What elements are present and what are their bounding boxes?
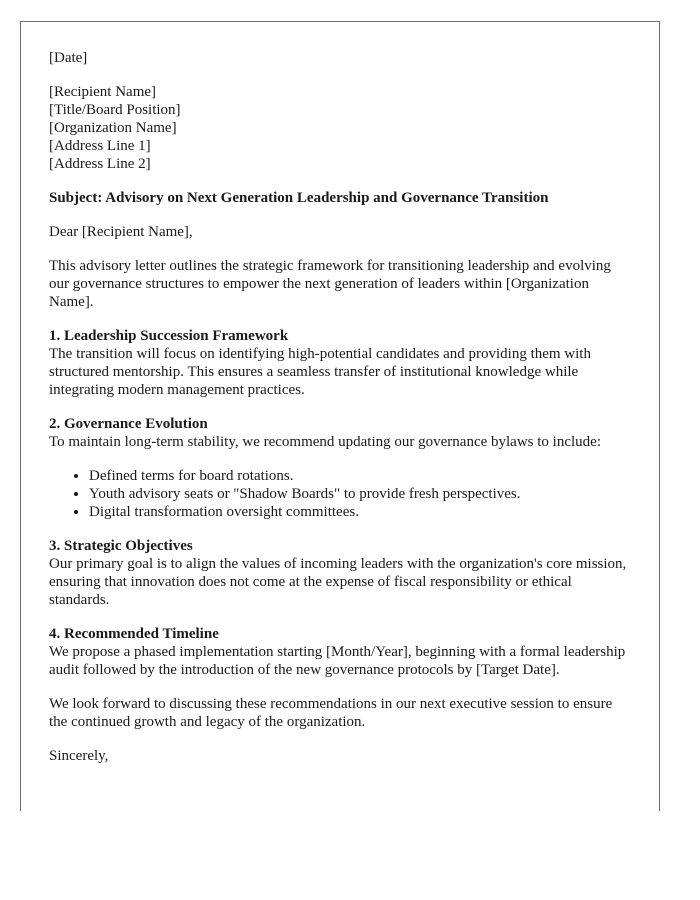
letter-date: [Date] [49,50,88,66]
list-item: • Defined terms for board rotations. [89,467,634,485]
section-title: 2. Governance Evolution [49,416,208,432]
recipient-name: [Recipient Name] [49,84,157,100]
letter-content [49,49,634,765]
list-item: • Youth advisory seats or "Shadow Boards" to provide fresh perspectives. [89,485,634,503]
list-item: • Digital transformation oversight committees. [89,503,634,521]
section-strategic-objectives [49,537,634,609]
section-title: 4. Recommended Timeline [49,626,219,642]
governance-recommendations-list [49,467,634,521]
recipient-address-line-1: [Address Line 1] [49,138,151,154]
letter-closing-paragraph: We look forward to discussing these recommendations in our next executive session to ensure the continued growth and legacy of the organization. [49,696,613,730]
section-body: We propose a phased implementation starting [Month/Year], beginning with a formal leadership audit followed by the introduction of the new governance protocols by [Target Date]. [49,644,626,678]
section-title: 1. Leadership Succession Framework [49,328,289,344]
letter-subject: Subject: Advisory on Next Generation Leadership and Governance Transition [49,190,549,206]
recipient-title: [Title/Board Position] [49,102,181,118]
letter-sign-off: Sincerely, [49,748,109,764]
letter-salutation: Dear [Recipient Name], [49,224,193,240]
letter-page [20,21,660,811]
recipient-address-block [49,83,634,173]
section-body: To maintain long-term stability, we recommend updating our governance bylaws to include: [49,434,601,450]
section-title: 3. Strategic Objectives [49,538,193,554]
recipient-address-line-2: [Address Line 2] [49,156,151,172]
section-governance-evolution [49,415,634,521]
section-leadership-succession [49,327,634,399]
section-body: The transition will focus on identifying high-potential candidates and providing them with structured mentorship. This ensures a seamless transfer of institutional knowledge while integrating modern management practices. [49,346,591,398]
recipient-organization: [Organization Name] [49,120,177,136]
letter-intro: This advisory letter outlines the strategic framework for transitioning leadership and evolving our governance structures to empower the next generation of leaders within [Organization Name]. [49,258,611,310]
section-body: Our primary goal is to align the values of incoming leaders with the organization's core mission, ensuring that innovation does not come at the expense of fiscal responsibility or ethical standards. [49,556,627,608]
section-recommended-timeline [49,625,634,679]
